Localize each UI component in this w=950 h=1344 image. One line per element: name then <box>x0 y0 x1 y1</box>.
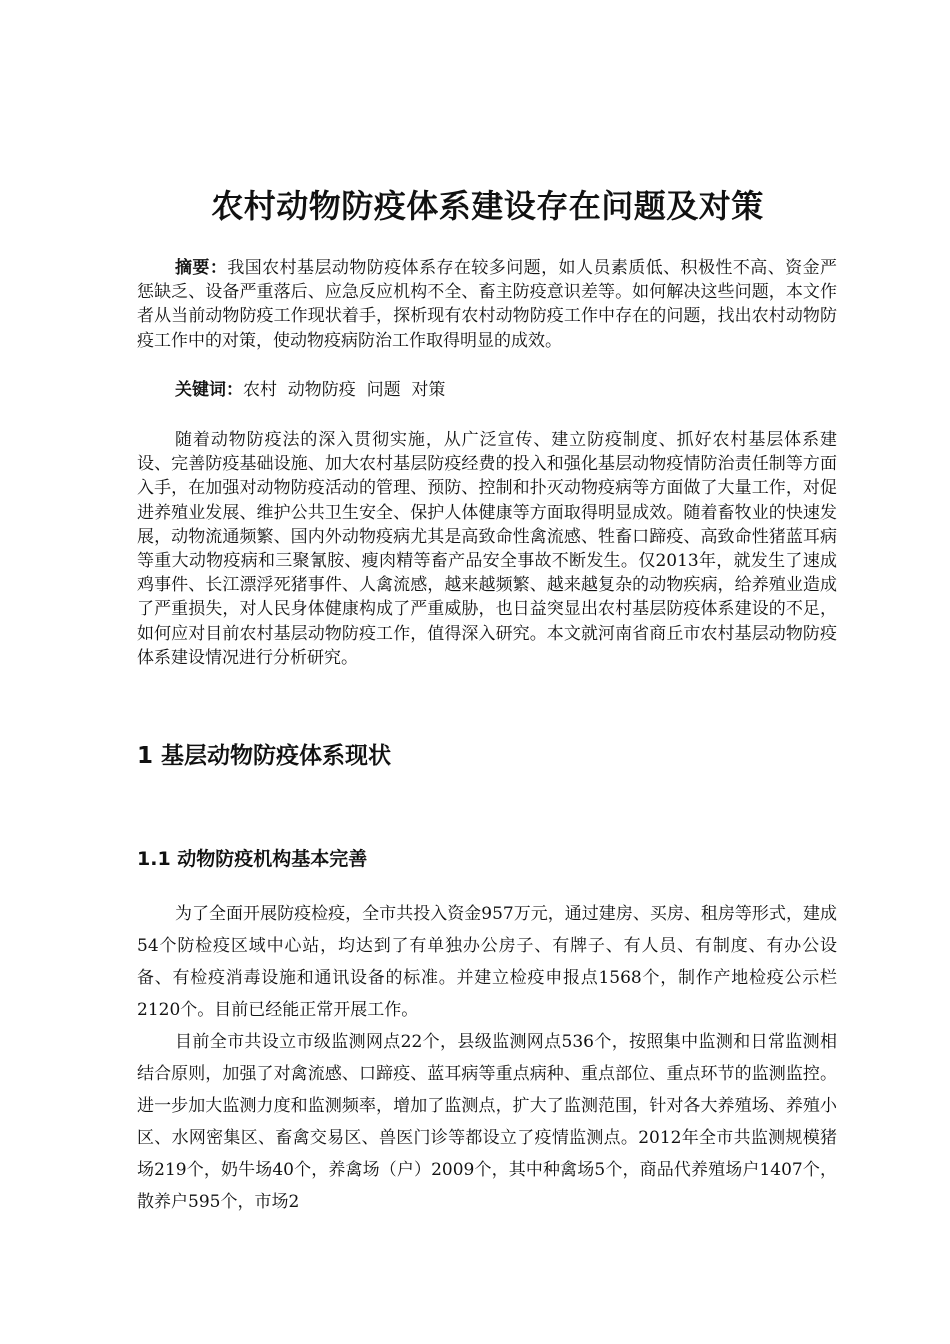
intro-paragraph: 随着动物防疫法的深入贯彻实施，从广泛宣传、建立防疫制度、抓好农村基层体系建设、完善防疫基础设施、加大农村基层防疫经费的投入和强化基层动物疫情防治责任制等方面入手，在加强对动物防疫活动的管理、预防、控制和扑灭动物疫病等方面做了大量工作，对促进养殖业发展、维护公共卫生安全、保护人体健康等方面取得明显成效。随着畜牧业的快速发展，动物流通频繁、国内外动物疫病尤其是高致命性禽流感、牲畜口蹄疫、高致命性猪蓝耳病等重大动物疫病和三聚氰胺、瘦肉精等畜产品安全事故不断发生。仅2013年，就发生了速成鸡事件、长江漂浮死猪事件、人禽流感，越来越频繁、越来越复杂的动物疾病，给养殖业造成了严重损失，对人民身体健康构成了严重威胁，也日益突显出农村基层防疫体系建设的不足，如何应对目前农村基层动物防疫工作，值得深入研究。本文就河南省商丘市农村基层动物防疫体系建设情况进行分析研究。 <box>137 430 837 668</box>
body-paragraph: 目前全市共设立市级监测网点22个，县级监测网点536个，按照集中监测和日常监测相结合原则，加强了对禽流感、口蹄疫、蓝耳病等重点病种、重点部位、重点环节的监测监控。进一步加大监测力度和监测频率，增加了监测点，扩大了监测范围，针对各大养殖场、养殖小区、水网密集区、畜禽交易区、兽医门诊等都设立了疫情监测点。2012年全市共监测规模猪场219个，奶牛场40个，养禽场（户）2009个，其中种禽场5个，商品代养殖场户1407个，散养户595个，市场2 <box>137 1032 837 1212</box>
keywords-label: 关键词： <box>175 380 243 400</box>
abstract-label: 摘要： <box>175 258 228 278</box>
abstract-paragraph <box>137 256 837 353</box>
section-1-heading: 1 基层动物防疫体系现状 <box>137 743 392 769</box>
abstract-text: 我国农村基层动物防疫体系存在较多问题，如人员素质低、积极性不高、资金严惩缺乏、设备严重落后、应急反应机构不全、畜主防疫意识差等。如何解决这些问题，本文作者从当前动物防疫工作现状着手，探析现有农村动物防疫工作中存在的问题，找出农村动物防疫工作中的对策，使动物疫病防治工作取得明显的成效。 <box>137 258 838 351</box>
document-title: 农村动物防疫体系建设存在问题及对策 <box>211 187 764 225</box>
body-paragraph: 为了全面开展防疫检疫，全市共投入资金957万元，通过建房、买房、租房等形式，建成54个防检疫区域中心站，均达到了有单独办公房子、有牌子、有人员、有制度、有办公设备、有检疫消毒设施和通讯设备的标准。并建立检疫申报点1568个，制作产地检疫公示栏2120个。目前已经能正常开展工作。 <box>137 904 837 1020</box>
keywords-line <box>137 378 837 402</box>
subsection-1-1-heading: 1.1 动物防疫机构基本完善 <box>137 848 368 870</box>
keywords-text: 农村 动物防疫 问题 对策 <box>243 380 446 400</box>
subsection-1-1-body <box>137 898 837 1218</box>
